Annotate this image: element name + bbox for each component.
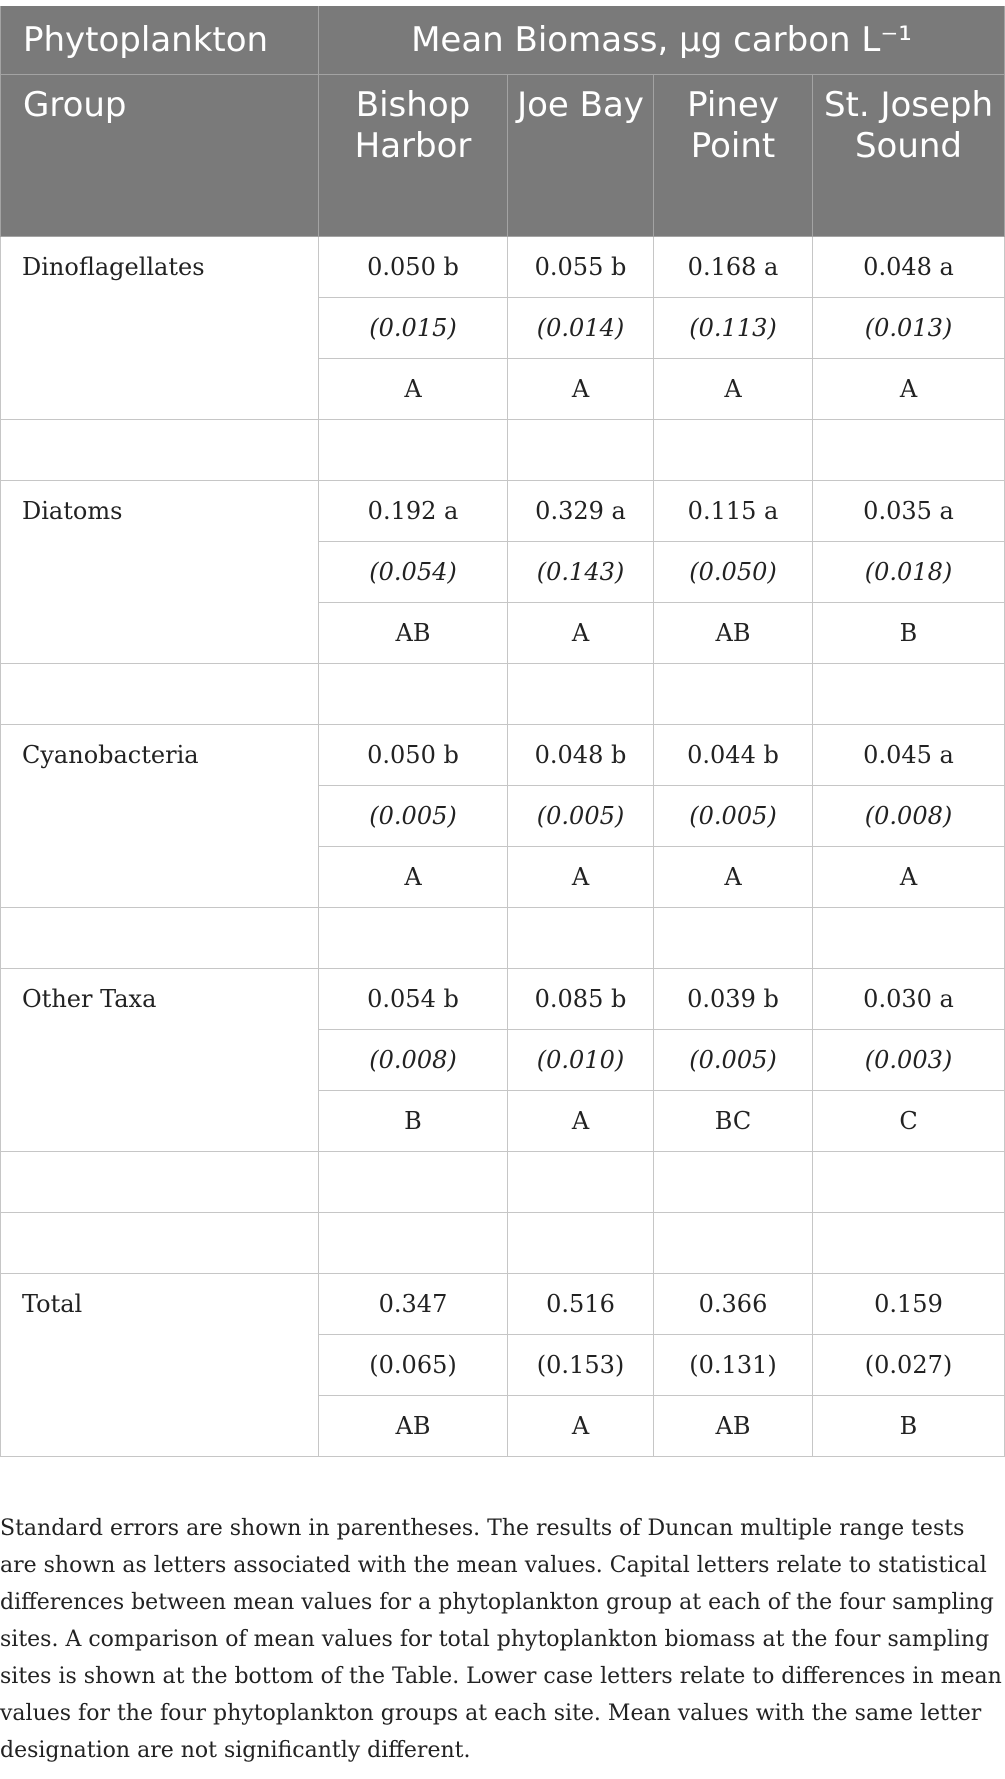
total-duncan-cell: AB — [654, 1396, 813, 1457]
total-se-cell: (0.027) — [813, 1335, 1005, 1396]
empty-cell — [813, 1152, 1005, 1213]
se-cell: (0.015) — [319, 298, 508, 359]
se-cell: (0.008) — [813, 786, 1005, 847]
duncan-cell: A — [319, 847, 508, 908]
total-mean-cell: 0.516 — [508, 1274, 654, 1335]
spacer-row — [1, 664, 1005, 725]
table-row — [1, 237, 1005, 298]
duncan-cell: BC — [654, 1091, 813, 1152]
mean-cell: 0.115 a — [654, 481, 813, 542]
table-row — [1, 1274, 1005, 1335]
empty-cell — [319, 664, 508, 725]
mean-cell: 0.085 b — [508, 969, 654, 1030]
total-duncan-cell: AB — [319, 1396, 508, 1457]
mean-cell: 0.048 b — [508, 725, 654, 786]
total-se-cell: (0.131) — [654, 1335, 813, 1396]
duncan-cell: AB — [654, 603, 813, 664]
mean-cell: 0.055 b — [508, 237, 654, 298]
total-duncan-cell: A — [508, 1396, 654, 1457]
table-row — [1, 481, 1005, 542]
empty-cell — [1, 664, 319, 725]
group-label: Cyanobacteria — [1, 725, 319, 908]
total-duncan-cell: B — [813, 1396, 1005, 1457]
se-cell: (0.010) — [508, 1030, 654, 1091]
duncan-cell: A — [508, 1091, 654, 1152]
mean-cell: 0.045 a — [813, 725, 1005, 786]
empty-cell — [813, 420, 1005, 481]
header-site-piney-point: Piney Point — [654, 75, 813, 237]
header-site-joe-bay: Joe Bay — [508, 75, 654, 237]
empty-cell — [813, 664, 1005, 725]
se-cell: (0.008) — [319, 1030, 508, 1091]
header-group-label-line2: Group — [1, 75, 319, 237]
duncan-cell: A — [508, 847, 654, 908]
se-cell: (0.005) — [654, 1030, 813, 1091]
se-cell: (0.018) — [813, 542, 1005, 603]
empty-cell — [1, 420, 319, 481]
empty-cell — [508, 1152, 654, 1213]
total-mean-cell: 0.347 — [319, 1274, 508, 1335]
empty-cell — [654, 664, 813, 725]
se-cell: (0.005) — [319, 786, 508, 847]
empty-cell — [654, 1152, 813, 1213]
header-row-2 — [1, 75, 1005, 237]
mean-cell: 0.054 b — [319, 969, 508, 1030]
se-cell: (0.005) — [654, 786, 813, 847]
empty-cell — [508, 908, 654, 969]
empty-cell — [1, 1213, 319, 1274]
biomass-table — [0, 6, 1005, 1457]
empty-cell — [319, 1213, 508, 1274]
total-mean-cell: 0.366 — [654, 1274, 813, 1335]
group-label: Dinoflagellates — [1, 237, 319, 420]
duncan-cell: B — [319, 1091, 508, 1152]
duncan-cell: A — [508, 603, 654, 664]
table-row — [1, 969, 1005, 1030]
mean-cell: 0.050 b — [319, 237, 508, 298]
header-row-1 — [1, 6, 1005, 75]
mean-cell: 0.192 a — [319, 481, 508, 542]
table-body — [1, 237, 1005, 1457]
mean-cell: 0.048 a — [813, 237, 1005, 298]
mean-cell: 0.035 a — [813, 481, 1005, 542]
mean-cell: 0.030 a — [813, 969, 1005, 1030]
empty-cell — [508, 664, 654, 725]
se-cell: (0.005) — [508, 786, 654, 847]
empty-cell — [508, 1213, 654, 1274]
empty-cell — [813, 1213, 1005, 1274]
mean-cell: 0.329 a — [508, 481, 654, 542]
empty-cell — [654, 908, 813, 969]
empty-cell — [319, 1152, 508, 1213]
empty-cell — [1, 1152, 319, 1213]
duncan-cell: A — [813, 847, 1005, 908]
mean-cell: 0.044 b — [654, 725, 813, 786]
se-cell: (0.143) — [508, 542, 654, 603]
spacer-row — [1, 420, 1005, 481]
se-cell: (0.014) — [508, 298, 654, 359]
header-mean-biomass: Mean Biomass, μg carbon L⁻¹ — [319, 6, 1005, 75]
table-row — [1, 725, 1005, 786]
total-label: Total — [1, 1274, 319, 1457]
duncan-cell: A — [319, 359, 508, 420]
header-site-bishop-harbor: Bishop Harbor — [319, 75, 508, 237]
mean-cell: 0.168 a — [654, 237, 813, 298]
total-se-cell: (0.153) — [508, 1335, 654, 1396]
empty-cell — [654, 1213, 813, 1274]
spacer-row — [1, 908, 1005, 969]
se-cell: (0.013) — [813, 298, 1005, 359]
spacer-row — [1, 1213, 1005, 1274]
mean-cell: 0.039 b — [654, 969, 813, 1030]
spacer-row — [1, 1152, 1005, 1213]
se-cell: (0.003) — [813, 1030, 1005, 1091]
table-header — [1, 6, 1005, 237]
group-label: Diatoms — [1, 481, 319, 664]
duncan-cell: AB — [319, 603, 508, 664]
table-footnote: Standard errors are shown in parentheses. The results of Duncan multiple range tests are shown as letters associated with the mean values. Capital letters relate to statistical differences between mean values for a phytoplankton group at each of the four sampling sites. A comparison of mean values for total phytoplankton biomass at the four sampling sites is shown at the bottom of the Table. Lower case letters relate to differences in mean values for the four phytoplankton groups at each site. Mean values with the same letter designation are not significantly different. — [0, 1516, 1002, 1763]
se-cell: (0.054) — [319, 542, 508, 603]
empty-cell — [654, 420, 813, 481]
duncan-cell: A — [654, 359, 813, 420]
total-se-cell: (0.065) — [319, 1335, 508, 1396]
duncan-cell: A — [654, 847, 813, 908]
empty-cell — [508, 420, 654, 481]
empty-cell — [1, 908, 319, 969]
mean-cell: 0.050 b — [319, 725, 508, 786]
header-site-st-joseph-sound: St. Joseph Sound — [813, 75, 1005, 237]
se-cell: (0.113) — [654, 298, 813, 359]
total-mean-cell: 0.159 — [813, 1274, 1005, 1335]
duncan-cell: A — [813, 359, 1005, 420]
empty-cell — [319, 908, 508, 969]
se-cell: (0.050) — [654, 542, 813, 603]
empty-cell — [813, 908, 1005, 969]
empty-cell — [319, 420, 508, 481]
duncan-cell: A — [508, 359, 654, 420]
duncan-cell: C — [813, 1091, 1005, 1152]
header-group-label-line1: Phytoplankton — [1, 6, 319, 75]
group-label: Other Taxa — [1, 969, 319, 1152]
duncan-cell: B — [813, 603, 1005, 664]
